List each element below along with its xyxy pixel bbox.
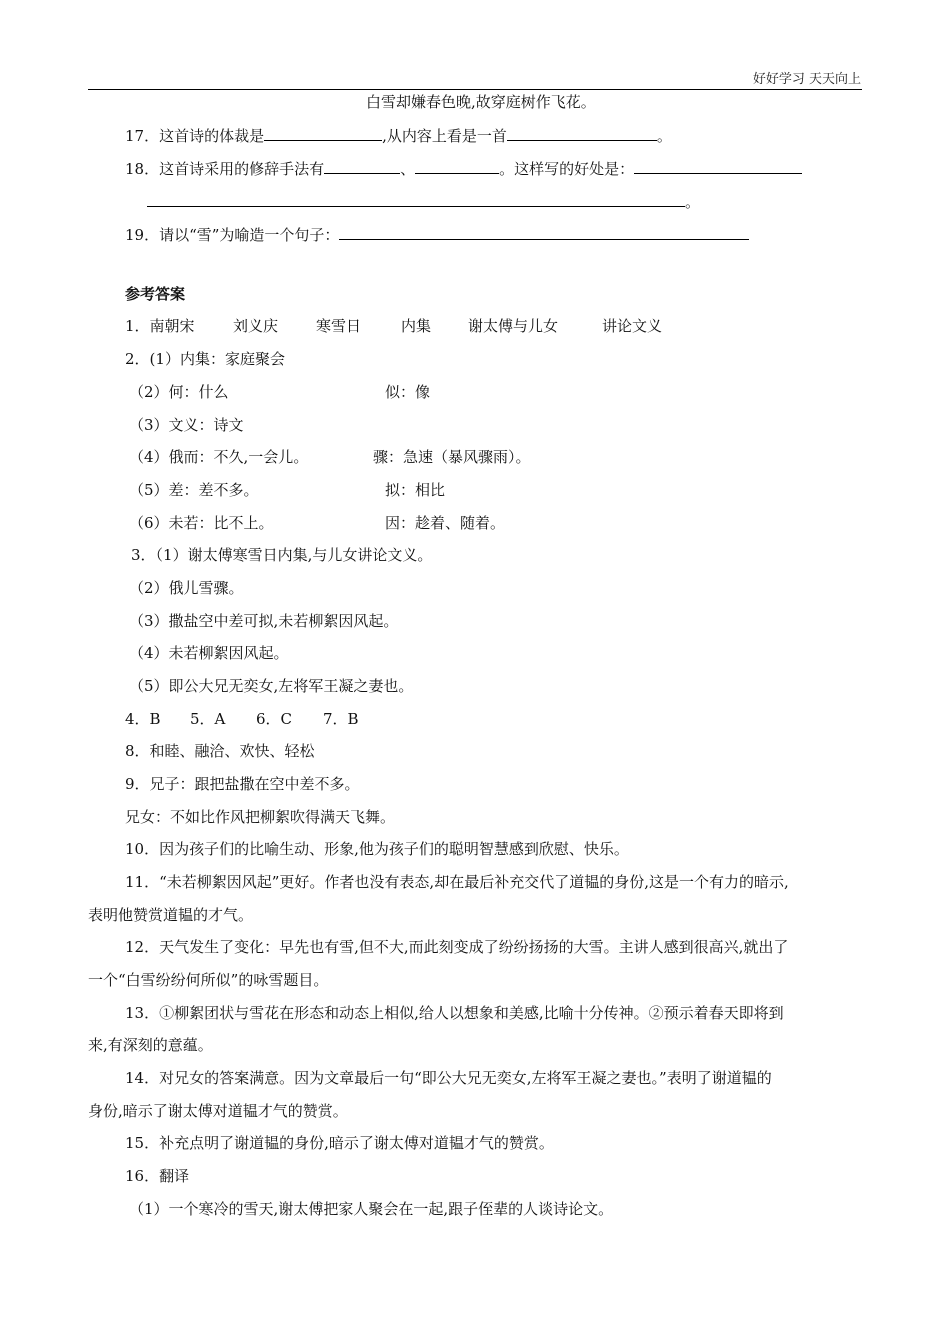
answer-16: 16．翻译: [125, 1167, 190, 1185]
q18-text-d: 。: [685, 193, 701, 211]
answer-3-row5: （5）即公大兄无奕女,左将军王凝之妻也。: [129, 677, 414, 695]
answer-12b: 一个“白雪纷纷何所似”的咏雪题目。: [88, 971, 329, 989]
q18-blank-4[interactable]: [147, 191, 685, 207]
a1-item: 谢太傅与儿女: [468, 317, 559, 335]
answer-9a: 9．兄子：跟把盐撒在空中差不多。: [125, 775, 360, 793]
answer-2-row2a: （2）何：什么: [129, 383, 229, 401]
answer-2-row6a: （6）未若：比不上。: [129, 514, 274, 532]
q18-blank-2[interactable]: [415, 158, 499, 174]
question-19: [125, 224, 749, 245]
answer-3-row4: （4）未若柳絮因风起。: [129, 644, 289, 662]
a1-item: 刘义庆: [233, 317, 279, 335]
answer-9b: 兄女：不如比作风把柳絮吹得满天飞舞。: [125, 808, 396, 826]
q17-text-b: ,从内容上看是一首: [382, 127, 507, 145]
poem-line: 白雪却嫌春色晚,故穿庭树作飞花。: [366, 93, 596, 111]
q17-blank-1[interactable]: [264, 125, 382, 141]
answer-2-row4a: （4）俄而：不久,一会儿。: [129, 448, 309, 466]
q19-text-a: 19．请以“雪”为喻造一个句子：: [125, 226, 340, 244]
answer-12a: 12．天气发生了变化：早先也有雪,但不大,而此刻变成了纷纷扬扬的大雪。主讲人感到很高兴,就出了: [125, 938, 789, 956]
question-18-cont: [147, 191, 700, 212]
answer-6: 6．C: [256, 710, 293, 728]
answers-title: 参考答案: [125, 285, 186, 303]
page-header: 好好学习 天天向上: [752, 72, 861, 87]
answer-13a: 13．①柳絮团状与雪花在形态和动态上相似,给人以想象和美感,比喻十分传神。②预示着春天即将到: [125, 1004, 784, 1022]
answer-4: 4．B: [125, 710, 161, 728]
answer-11a: 11．“未若柳絮因风起”更好。作者也没有表态,却在最后补充交代了道韫的身份,这是一个有力的暗示,: [125, 873, 789, 891]
q18-text-c: 。这样写的好处是：: [499, 160, 635, 178]
q17-text-a: 17．这首诗的体裁是: [125, 127, 265, 145]
q18-blank-1[interactable]: [324, 158, 400, 174]
answer-11b: 表明他赞赏道韫的才气。: [88, 906, 254, 924]
answer-13b: 来,有深刻的意蕴。: [88, 1036, 213, 1054]
q18-text-b: 、: [400, 160, 416, 178]
q18-blank-3[interactable]: [634, 158, 802, 174]
q17-blank-2[interactable]: [507, 125, 657, 141]
answer-3-row3: （3）撒盐空中差可拟,未若柳絮因风起。: [129, 612, 399, 630]
answer-3-row1: 3．（1）谢太傅寒雪日内集,与儿女讲论文义。: [131, 546, 433, 564]
answer-2-row4b: 骤：急速（暴风骤雨）。: [373, 448, 531, 466]
answer-2-row5b: 拟：相比: [385, 481, 446, 499]
question-17: [125, 125, 672, 146]
answer-16-1: （1）一个寒冷的雪天,谢太傅把家人聚会在一起,跟子侄辈的人谈诗论文。: [129, 1200, 614, 1218]
answer-2-row3: （3）文义：诗文: [129, 416, 244, 434]
answer-3-row2: （2）俄儿雪骤。: [129, 579, 244, 597]
answer-5: 5．A: [190, 710, 226, 728]
answer-8: 8．和睦、融洽、欢快、轻松: [125, 742, 315, 760]
a1-item: 1．南朝宋: [125, 317, 195, 335]
answer-10: 10．因为孩子们的比喻生动、形象,他为孩子们的聪明智慧感到欣慰、快乐。: [125, 840, 629, 858]
q17-text-c: 。: [656, 127, 672, 145]
q18-text-a: 18．这首诗采用的修辞手法有: [125, 160, 325, 178]
answer-7: 7．B: [323, 710, 359, 728]
answer-2-row1: 2．(1）内集：家庭聚会: [125, 350, 285, 368]
answer-2-row2b: 似：像: [385, 383, 431, 401]
q19-blank[interactable]: [339, 224, 749, 240]
answer-15: 15．补充点明了谢道韫的身份,暗示了谢太傅对道韫才气的赞赏。: [125, 1134, 554, 1152]
answer-14a: 14．对兄女的答案满意。因为文章最后一句“即公大兄无奕女,左将军王凝之妻也。”表明了谢道韫的: [125, 1069, 772, 1087]
header-rule: [88, 89, 862, 90]
a1-item: 内集: [401, 317, 432, 335]
question-18: [125, 158, 802, 179]
answer-2-row5a: （5）差：差不多。: [129, 481, 259, 499]
answer-2-row6b: 因：趁着、随着。: [385, 514, 506, 532]
a1-item: 寒雪日: [316, 317, 362, 335]
answer-14b: 身份,暗示了谢太傅对道韫才气的赞赏。: [88, 1102, 348, 1120]
a1-item: 讲论文义: [602, 317, 663, 335]
